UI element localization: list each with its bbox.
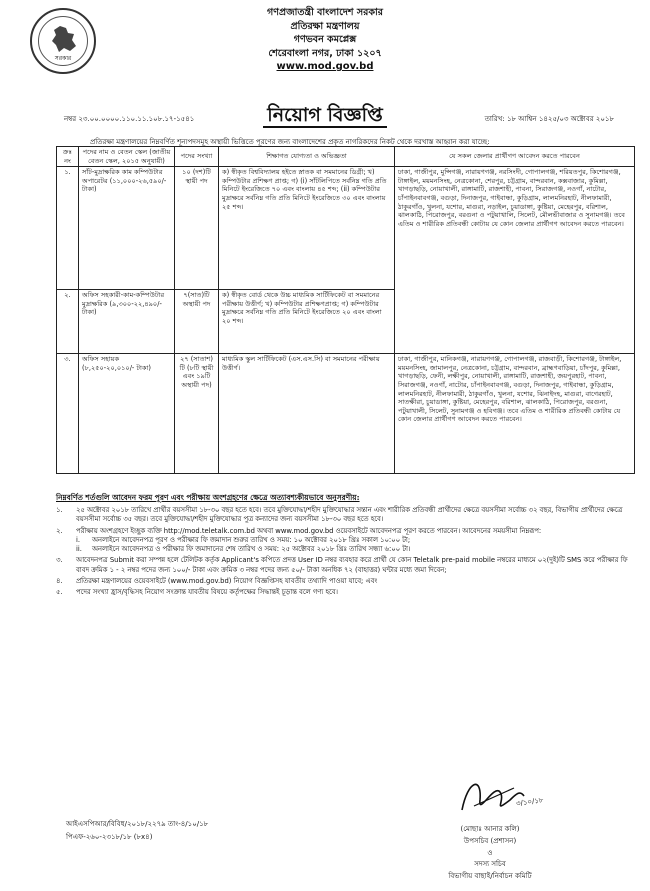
condition-item	[56, 588, 636, 597]
row-post: অফিস সহায়ক (৮,২৫০-২০,০১০/- টাকা)	[79, 354, 175, 474]
condition-number: ১.	[56, 506, 63, 514]
row-count: ৭(সাত)টি অস্থায়ী পদ	[175, 290, 219, 354]
table-row	[57, 354, 635, 474]
vacancy-table	[56, 146, 635, 474]
conditions-heading: নিম্নবর্ণিত শর্তগুলি আবেদন ফরম পূরণ এবং পরীক্ষায় অংশগ্রহণের ক্ষেত্রে অত্যাবশ্যকীয়ভাবে অনুসরণীয়:	[56, 493, 360, 502]
row-qualification: মাধ্যমিক স্কুল সার্টিফিকেট (এস.এস.সি) বা সমমানের পরীক্ষায় উত্তীর্ণ।	[219, 354, 395, 474]
header-line-3: গণভবন কমপ্লেক্স	[293, 34, 357, 45]
signatory-designation: উপসচিব (প্রশাসন)	[463, 836, 517, 845]
condition-item	[56, 527, 636, 555]
website-link[interactable]: www.mod.gov.bd	[276, 61, 374, 72]
condition-text: প্রতিরক্ষা মন্ত্রণালয়ের ওয়েবসাইটে (www.mod.gov.bd) নিয়োগ বিজ্ঞপ্তিসহ যাবতীয় তথ্যাদি পাওয়া যাবে; এবং	[76, 577, 378, 586]
condition-text: পদের সংখ্যা হ্রাস/বৃদ্ধিসহ নিয়োগ সংক্রান্ত যাবতীয় বিষয়ে কর্তৃপক্ষের সিদ্ধান্তই চূড়ান্ত বলে গণ্য হবে।	[76, 588, 338, 597]
signatory-name: (মোছাঃ আনার কলি)	[460, 825, 520, 833]
row-post: অফিস সহকারী-কাম-কম্পিউটার মুদ্রাক্ষরিক (৯,৩০০-২২,৪৯০/- টাকা)	[79, 290, 175, 354]
row-count: ২৭ (সাতাশ) টি (৮টি স্থায়ী এবং ১৯টি অস্থায়ী পদ)	[175, 354, 219, 474]
signature	[454, 770, 544, 828]
table-header-row	[57, 147, 635, 167]
subcondition-text: অনলাইনে আবেদনপত্র পূরণ ও পরীক্ষার ফি জমাদান শুরুর তারিখ ও সময়: ১০ অক্টোবর ২০১৮ খ্রিঃ সকাল ১০:০০ টা;	[92, 535, 411, 544]
condition-item	[56, 506, 636, 525]
header-sl: ক্রঃ নং	[57, 147, 79, 167]
intro-text: প্রতিরক্ষা মন্ত্রণালয়ের নিম্নবর্ণিত শূন্যপদসমূহ অস্থায়ী ভিত্তিতে পূরণের জন্য বাংলাদেশের প্রকৃত নাগরিকদের নিকট থেকে দরখাস্ত আহ্বান করা যাচ্ছে:	[90, 138, 490, 146]
footer-ref-2: পিএফ-২৬০-২৩১৮/১৮ (৮x৪)	[66, 833, 153, 841]
header-qualification: শিক্ষাগত যোগ্যতা ও অভিজ্ঞতা	[219, 147, 395, 167]
row-sl: ১.	[57, 167, 79, 290]
subcondition-item	[76, 545, 636, 554]
condition-number: ৪.	[56, 577, 63, 586]
notice-date: তারিখ: ১৮ আশ্বিন ১৪২৫/০৩ অক্টোবর ২০১৮	[484, 115, 614, 123]
row-sl: ৩.	[57, 354, 79, 474]
signatory-committee: বিভাগীয় বাছাই/নির্বাচন কমিটি	[448, 872, 532, 881]
row-sl: ২.	[57, 290, 79, 354]
signatory-block	[420, 824, 560, 883]
row-qualification: ক) স্বীকৃত বিশ্ববিদ্যালয় হইতে স্নাতক বা সমমানের ডিগ্রী; খ) কম্পিউটার প্রশিক্ষণ প্রাপ্ত; গ) (i) সাঁটলিপিতে সর্বনিম্ন গতি প্রতি মিনিটে ইংরেজিতে ৭০ এবং বাংলায় ৪৫ শব্দ; (ii) কম্পিউটার মুদ্রাক্ষরে সর্বনিম্ন গতি প্রতি মিনিটে ইংরেজিতে ৩০ এবং বাংলায় ২৫ শব্দ।	[219, 167, 395, 290]
row-districts: ঢাকা, গাজীপুর, মুন্সিগঞ্জ, নারায়ণগঞ্জ, নরসিংদী, গোপালগঞ্জ, শরিয়তপুর, কিশোরগঞ্জ, টাঙ্গাইল, ময়মনসিংহ, নেত্রকোনা, শেরপুর, চট্টগ্রাম, বান্দরবান, কক্সবাজার, কুমিল্লা, খাগড়াছড়ি, নোয়াখালী, রাঙ্গামাটি, রাজশাহী, পাবনা, সিরাজগঞ্জ, নওগাঁ, নাটোর, চাঁপাইনবাবগঞ্জ, বগুড়া, দিনাজপুর, গাইবান্ধা, কুড়িগ্রাম, লালমনিরহাট, নীলফামারী, ঠাকুরগাঁও, খুলনা, যশোর, মাগুরা, নড়াইল, চুয়াডাঙ্গা, কুষ্টিয়া, মেহেরপুর, বরিশাল, ঝালকাঠি, পিরোজপুর, বরগুনা ও পটুয়াখালি, সিলেট, মৌলভীবাজার ও সুনামগঞ্জ। তবে এতিম ও শারীরিক প্রতিবন্ধী কোটায় যে কোন জেলার প্রার্থীগণ আবেদন করতে পারবেন।	[395, 167, 635, 354]
condition-item	[56, 556, 636, 575]
header-count: পদের সংখ্যা	[175, 147, 219, 167]
row-qualification: ক) স্বীকৃত বোর্ড থেকে উচ্চ মাধ্যমিক সার্টিফিকেট বা সমমানের পরীক্ষায় উত্তীর্ণ; খ) কম্পিউটার প্রশিক্ষণপ্রাপ্ত; গ) কম্পিউটার মুদ্রাক্ষরে সর্বনিম্ন গতি প্রতি মিনিটে ইংরেজিতে ২০ এবং বাংলা ২০ শব্দ।	[219, 290, 395, 354]
header-districts: যে সকল জেলার প্রার্থীগণ আবেদন করতে পারবেন	[395, 147, 635, 167]
signature-date: ৩/১০/১৮	[515, 796, 544, 808]
title-text: নিয়োগ বিজ্ঞপ্তি	[263, 104, 386, 128]
header-line-1: গণপ্রজাতন্ত্রী বাংলাদেশ সরকার	[267, 7, 383, 18]
header-line-4: শেরেবাংলা নগর, ঢাকা ১২০৭	[268, 47, 382, 59]
footer-references	[66, 818, 208, 844]
condition-text: পরীক্ষায় অংশগ্রহণে ইচ্ছুক ব্যক্তি http://mod.teletalk.com.bd অথবা www.mod.gov.bd ওয়েবসাইটে আবেদনপত্র পূরণ করতে পারবেন। আবেদনের সময়সীমা নিম্নরূপ:	[76, 526, 542, 535]
table-row	[57, 167, 635, 290]
row-count: ১০ (দশ)টি স্থায়ী পদ	[175, 167, 219, 290]
subcondition-text: অনলাইনে আবেদনপত্র ও পরীক্ষার ফি জমাদানের শেষ তারিখ ও সময়: ২৫ অক্টোবর ২০১৮ খ্রিঃ তারিখ সন্ধ্যা ৬:০০ টা।	[92, 545, 411, 554]
row-post: সাঁট-মুদ্রাক্ষরিক কাম কম্পিউটার অপারেটর (১১,০০০-২৬,৫৯০/- টাকা)	[79, 167, 175, 290]
condition-text: ২৫ অক্টোবর ২০১৮ তারিখে প্রার্থীর বয়সসীমা ১৮-৩০ বছর হতে হবে। তবে মুক্তিযোদ্ধা/শহীদ মুক্তিযোদ্ধার সন্তান এবং শারীরিক প্রতিবন্ধী প্রার্থীদের ক্ষেত্রে বয়সসীমা সর্বোচ্চ ৩২ বছর, বিভাগীয় প্রার্থীদের ক্ষেত্রে বয়সসীমা সর্বোচ্চ ৩৫ বছর। তবে মুক্তিযোদ্ধা/শহীদ মুক্তিযোদ্ধার পুত্র কন্যাদের জন্য বয়সসীমা ১৮-৩০ বছর হতে হবে।	[76, 506, 623, 524]
signatory-role: সদস্য সচিব	[474, 860, 506, 869]
letterhead	[0, 6, 650, 74]
signatory-and: ও	[487, 848, 493, 857]
condition-number: ৩.	[56, 556, 63, 565]
row-districts: ঢাকা, গাজীপুর, মানিকগঞ্জ, নারায়ণগঞ্জ, গোপালগঞ্জ, রাজবাড়ী, কিশোরগঞ্জ, টাঙ্গাইল, ময়মনসিংহ, জামালপুর, নেত্রকোনা, চট্টগ্রাম, বান্দরবান, ব্রাহ্মণবাড়িয়া, চাঁদপুর, কুমিল্লা, খাগড়াছড়ি, ফেনী, লক্ষীপুর, নোয়াখালী, রাঙ্গামাটি, রাজশাহী, জয়পুরহাট, পাবনা, সিরাজগঞ্জ, নওগাঁ, নাটোর, চাঁপাইনবাবগঞ্জ, বগুড়া, দিনাজপুর, গাইবান্ধা, কুড়িগ্রাম, লালমনিরহাট, নীলফামারী, ঠাকুরগাঁও, খুলনা, যশোর, ঝিনাইদহ, মাগুরা, বাগেরহাট, সাতক্ষীরা, চুয়াডাঙ্গা, কুষ্টিয়া, মেহেরপুর, বরিশাল, ঝালকাঠি, পিরোজপুর, বরগুনা, পটুয়াখালী, সিলেট, সুনামগঞ্জ ও হবিগঞ্জ। তবে এতিম ও শারীরিক প্রতিবন্ধী কোটায় যে কোন জেলার প্রার্থীগণ আবেদন করতে পারবেন।	[395, 354, 635, 474]
conditions-list	[56, 506, 636, 600]
condition-text: আবেদনপত্র Submit করা সম্পন্ন হলে টেলিটক কর্তৃক Applicant's কপিতে প্রদত্ত User ID নম্বর ব্যবহার করে প্রার্থী যে কোন Teletalk pre-paid mobile নম্বরের মাধ্যমে ০২(দুই)টি SMS করে পরীক্ষার ফি বাবদ ক্রমিক ১ - ২ নম্বর পদের জন্য ১০০/- টাকা এবং ক্রমিক ৩ নম্বর পদের জন্য ৫০/- টাকা অনধিক ৭২ (বাহাত্তর) ঘন্টার মধ্যে জমা দিবেন;	[76, 556, 628, 574]
footer-ref-1: আইএসপিআর/বিবিধ/২০১৮/২২৭৯ তাং-৪/১০/১৮	[66, 820, 209, 828]
subcondition-item	[76, 536, 636, 545]
reference-number: নম্বর ২৩.০০.০০০০.১১০.১১.১০৮.১৭-১৫৪১	[64, 115, 195, 123]
header-line-2: প্রতিরক্ষা মন্ত্রণালয়	[290, 20, 360, 32]
seal-label: সরকার	[54, 54, 72, 62]
subcondition-number: i.	[76, 535, 81, 544]
subcondition-number: ii.	[76, 545, 82, 554]
condition-item	[56, 577, 636, 586]
condition-number: ৫.	[56, 588, 63, 597]
header-post: পদের নাম ও বেতন স্কেল (জাতীয় বেতন স্কেল, ২০১৫ অনুযায়ী)	[79, 147, 175, 167]
condition-number: ২.	[56, 526, 63, 535]
